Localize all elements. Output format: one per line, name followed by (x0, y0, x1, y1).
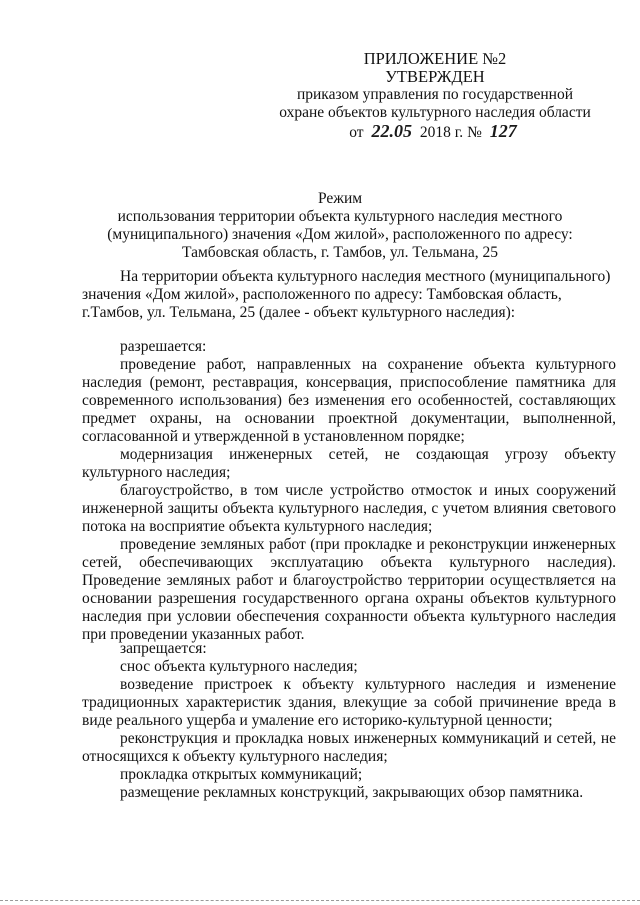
number-prefix: № (467, 124, 482, 141)
forbidden-item: прокладка открытых коммуникаций; (120, 766, 363, 783)
document-title (60, 190, 620, 262)
approval-header (250, 50, 620, 142)
allowed-item: модернизация инженерных сетей, не создающая угрозу объекту культурного наследия; (82, 446, 616, 481)
handwritten-date: 22.05 (371, 121, 412, 141)
forbidden-heading: запрещается: (120, 640, 207, 657)
order-line-2: охране объектов культурного наследия области (279, 104, 591, 121)
allowed-item: благоустройство, в том числе устройство отмосток и иных сооружений инженерной защиты объекта культурного наследия, с учетом влияния светового потока на восприятие объекта культурного наследия; (82, 482, 616, 535)
forbidden-section (82, 640, 616, 802)
forbidden-item: возведение пристроек к объекту культурного наследия и изменение традиционных характеристик здания, влекущие за собой причинение вреда в виде реального ущерба и умаление его историко-культурной ценности; (82, 676, 616, 729)
from-prefix: от (349, 124, 364, 141)
title-line-4: Тамбовская область, г. Тамбов, ул. Тельмана, 25 (182, 244, 498, 261)
scan-edge-divider (0, 900, 640, 902)
forbidden-item: снос объекта культурного наследия; (120, 658, 358, 675)
allowed-item: проведение земляных работ (при прокладке и реконструкции инженерных сетей, обеспечивающих эксплуатацию объекта культурного наследия). Проведение земляных работ и благоустройство территории осуществляется на основании разрешения государственного органа охраны объектов культурного наследия при условии обеспечения сохранности объекта культурного наследия при проведении указанных работ. (82, 536, 616, 643)
handwritten-number: 127 (489, 121, 517, 141)
allowed-section (82, 338, 616, 644)
appendix-label: ПРИЛОЖЕНИЕ №2 (363, 49, 507, 68)
intro-line-2: значения «Дом жилой», расположенного по адресу: Тамбовская область, (82, 286, 562, 303)
title-line-2: использования территории объекта культурного наследия местного (117, 208, 563, 225)
intro-paragraph (82, 268, 616, 322)
intro-line-1: На территории объекта культурного наследия местного (муниципального) (120, 268, 611, 285)
allowed-item: проведение работ, направленных на сохранение объекта культурного наследия (ремонт, реставрация, консервация, приспособление памятника для современного использования) без изменения его особенностей, составляющих предмет охраны, на основании проектной документации, выполненной, согласованной и утвержденной в установленном порядке; (82, 356, 616, 445)
order-year: 2018 г. (419, 124, 464, 141)
approved-label: УТВЕРЖДЕН (385, 67, 485, 86)
title-line-3: (муниципального) значения «Дом жилой», расположенного по адресу: (107, 226, 573, 243)
order-date-line (250, 122, 620, 142)
title-line-1: Режим (317, 190, 363, 207)
intro-line-3: г.Тамбов, ул. Тельмана, 25 (далее - объект культурного наследия): (82, 304, 516, 321)
allowed-heading: разрешается: (120, 338, 207, 355)
order-line-1: приказом управления по государственной (296, 86, 574, 103)
forbidden-item: размещение рекламных конструкций, закрывающих обзор памятника. (120, 784, 584, 801)
forbidden-item: реконструкция и прокладка новых инженерных коммуникаций и сетей, не относящихся к объекту культурного наследия; (82, 730, 616, 765)
